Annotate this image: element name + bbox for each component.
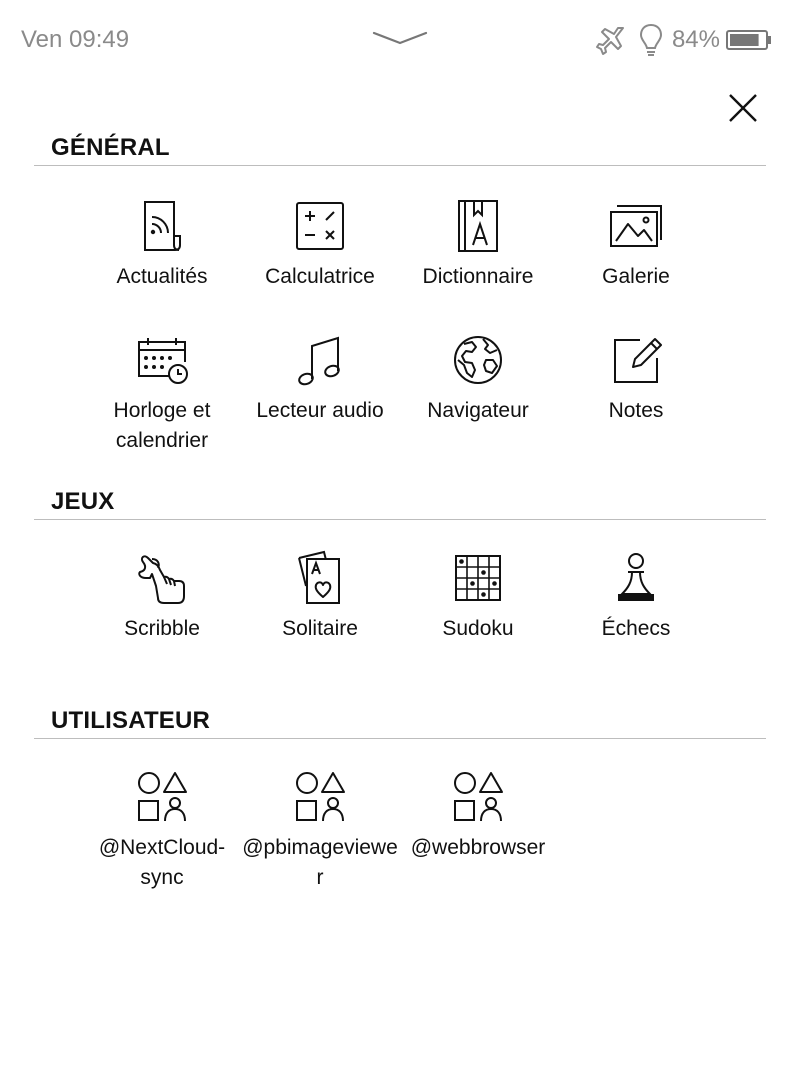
app-label: @pbimageviewer bbox=[242, 836, 398, 889]
app-label: Horloge et calendrier bbox=[113, 399, 211, 452]
app-label: Actualités bbox=[116, 265, 208, 288]
calculator-icon bbox=[292, 198, 348, 254]
battery-fill bbox=[730, 34, 759, 46]
section-title: JEUX bbox=[51, 488, 115, 515]
user-app-icon bbox=[292, 769, 348, 825]
section-general bbox=[34, 130, 766, 452]
battery-icon bbox=[726, 29, 772, 51]
user-app-icon bbox=[134, 769, 190, 825]
app-scribble[interactable] bbox=[82, 550, 242, 644]
app-notes[interactable] bbox=[556, 332, 716, 426]
app-label: Sudoku bbox=[442, 617, 514, 640]
app-calculatrice[interactable] bbox=[240, 198, 400, 292]
app-label: Solitaire bbox=[282, 617, 358, 640]
section-jeux bbox=[34, 484, 766, 640]
app-label: Échecs bbox=[601, 617, 671, 640]
app-horloge-calendrier[interactable] bbox=[82, 332, 242, 456]
playing-cards-icon bbox=[292, 550, 348, 606]
section-title: UTILISATEUR bbox=[51, 707, 211, 734]
app-label: Scribble bbox=[124, 617, 200, 640]
calendar-clock-icon bbox=[134, 332, 190, 388]
battery-percent: 84% bbox=[671, 26, 720, 53]
rss-news-icon bbox=[134, 198, 190, 254]
app-label: @webbrowser bbox=[410, 836, 546, 859]
globe-icon bbox=[450, 332, 506, 388]
app-dictionnaire[interactable] bbox=[398, 198, 558, 292]
app-echecs[interactable] bbox=[556, 550, 716, 644]
dictionary-icon bbox=[450, 198, 506, 254]
section-utilisateur bbox=[34, 703, 766, 889]
sudoku-grid-icon bbox=[450, 550, 506, 606]
app-sudoku[interactable] bbox=[398, 550, 558, 644]
app-label: Notes bbox=[608, 399, 664, 422]
airplane-icon bbox=[594, 23, 628, 57]
app-pbimageviewer[interactable] bbox=[240, 769, 400, 893]
lightbulb-icon bbox=[638, 22, 664, 58]
app-navigateur[interactable] bbox=[398, 332, 558, 426]
app-label: Navigateur bbox=[427, 399, 529, 422]
gallery-icon bbox=[608, 198, 664, 254]
section-title: GÉNÉRAL bbox=[51, 134, 170, 161]
app-galerie[interactable] bbox=[556, 198, 716, 292]
hand-pointer-icon bbox=[134, 550, 190, 606]
status-time: Ven 09:49 bbox=[21, 26, 130, 53]
divider bbox=[34, 519, 766, 520]
app-webbrowser[interactable] bbox=[398, 769, 558, 863]
app-label: @NextCloud-sync bbox=[98, 836, 226, 889]
chess-pawn-icon bbox=[608, 550, 664, 606]
status-bar bbox=[0, 0, 800, 80]
app-lecteur-audio[interactable] bbox=[240, 332, 400, 426]
app-actualites[interactable] bbox=[82, 198, 242, 292]
app-label: Lecteur audio bbox=[256, 399, 384, 422]
music-note-icon bbox=[292, 332, 348, 388]
status-indicators bbox=[594, 22, 772, 58]
app-label: Galerie bbox=[602, 265, 670, 288]
note-pencil-icon bbox=[608, 332, 664, 388]
app-label: Dictionnaire bbox=[422, 265, 534, 288]
app-nextcloud-sync[interactable] bbox=[82, 769, 242, 893]
close-icon[interactable] bbox=[723, 88, 763, 128]
chevron-down-icon[interactable] bbox=[372, 30, 428, 46]
app-solitaire[interactable] bbox=[240, 550, 400, 644]
app-label: Calculatrice bbox=[265, 265, 375, 288]
user-app-icon bbox=[450, 769, 506, 825]
